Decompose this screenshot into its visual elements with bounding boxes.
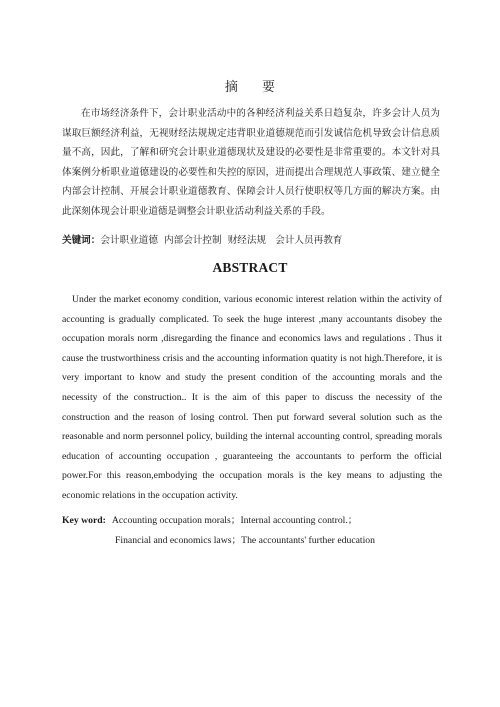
chinese-abstract-title: 摘 要 — [224, 80, 286, 95]
chinese-keywords-label: 关键词： — [62, 235, 101, 246]
english-keywords — [62, 511, 462, 550]
chinese-abstract-body: 在市场经济条件下，会计职业活动中的各种经济利益关系日趋复杂，许多会计人员为谋取巨额经济利益，无视财经法规规定违背职业道德规范而引发诚信危机导致会计信息质量不高，因此，了解和研究会计职业道德现状及建设的必要性是非常重要的。本文针对具体案例分析职业道德建设的必要性和失控的原因，进而提出合理规范人事政策、建立健全内部会计控制、开展会计职业道德教育、保障会计人员行使职权等几方面的解决方案。由此深刻体现会计职业道德是调整会计职业活动利益关系的手段。 — [62, 108, 440, 217]
english-keywords-line-1: Accounting occupation morals；Internal accounting control.； — [111, 515, 358, 526]
chinese-keywords-list: 会计职业道德 内部会计控制 财经法规 会计人员再教育 — [100, 235, 343, 246]
english-keywords-label: Key word: — [62, 515, 106, 526]
english-abstract-title: ABSTRACT — [212, 260, 288, 275]
chinese-keywords — [62, 234, 442, 248]
english-keywords-line-2: Financial and economics laws；The accountants' further education — [115, 534, 375, 546]
english-abstract-body: Under the market economy condition, various economic interest relation within the activity of accounting is gradually complicated. To seek the huge interest ,many accountants disobey the occupation morals norm ,disregarding the finance and economics laws and regulations . Thus it cause the trustworthiness crisis and the accounting information quatity is not high.Therefore, it is very important to know and study the present condition of the accounting morals and the necessity of the construction.. It is the aim of this paper to discuss the necessity of the construction and the reason of losing control. Then put forward several solution such as the reasonable and norm personnel policy, building the internal accounting control, spreading morals education of accounting occupation , guaranteeing the accountants to perform the official power.For this reason,embodying the occupation morals is the key means to adjusting the economic relations in the occupation activity. — [62, 294, 442, 501]
